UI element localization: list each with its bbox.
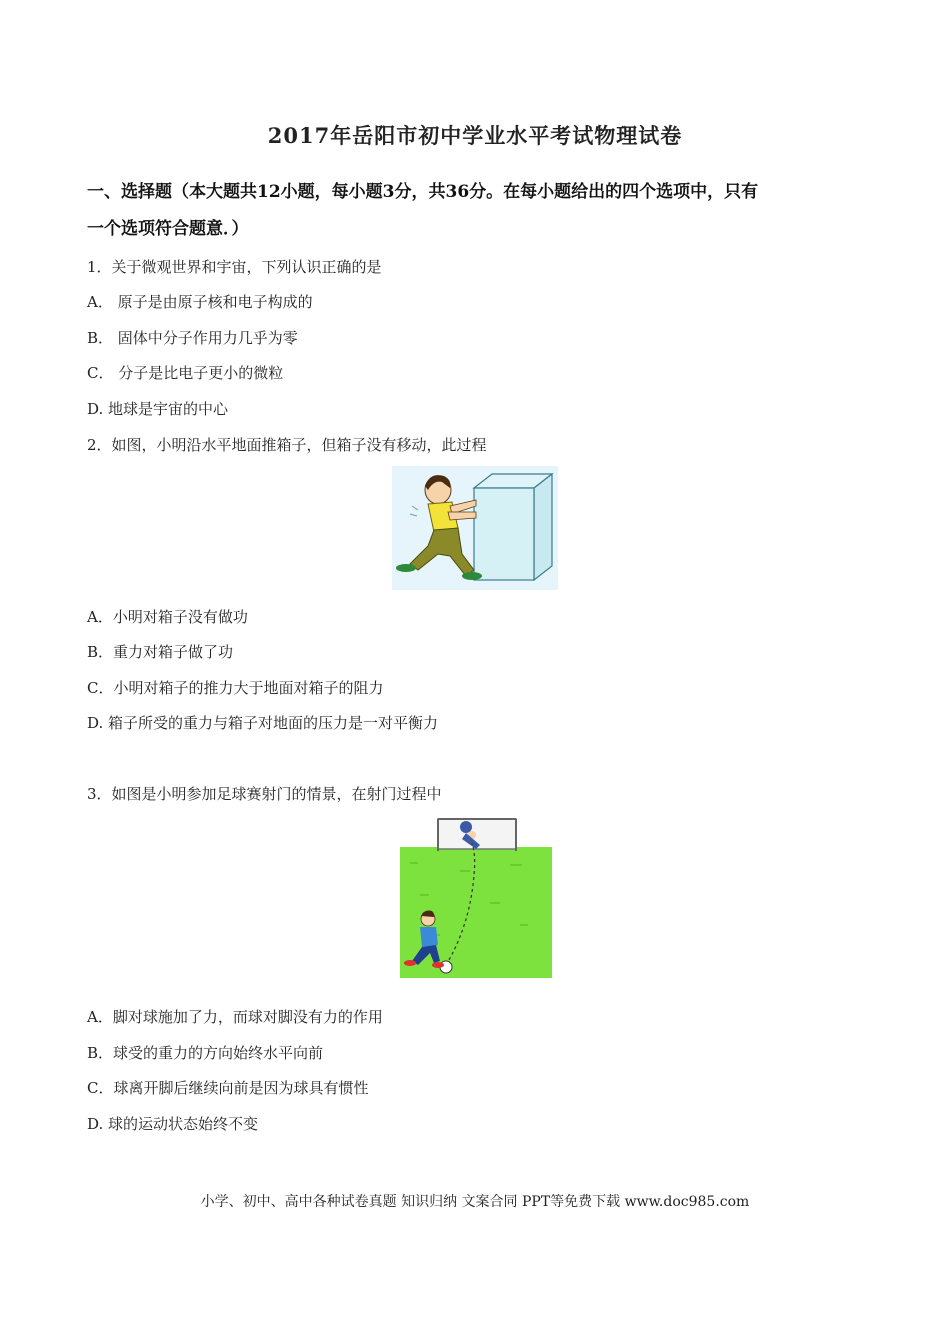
q3-option-b: B．球受的重力的方向始终水平向前 xyxy=(87,1044,324,1062)
q1-option-c: C． 分子是比电子更小的微粒 xyxy=(87,364,284,382)
q2-option-c: C．小明对箱子的推力大于地面对箱子的阻力 xyxy=(87,679,384,697)
q3-option-a: A．脚对球施加了力，而球对脚没有力的作用 xyxy=(87,1008,383,1026)
q2-option-d: D. 箱子所受的重力与箱子对地面的压力是一对平衡力 xyxy=(87,714,439,732)
q1-stem: 1．关于微观世界和宇宙，下列认识正确的是 xyxy=(87,258,382,276)
q2-option-b: B．重力对箱子做了功 xyxy=(87,643,234,661)
page-footer: 小学、初中、高中各种试卷真题 知识归纳 文案合同 PPT等免费下载 www.doc985.com xyxy=(200,1194,750,1210)
q3-option-d: D. 球的运动状态始终不变 xyxy=(87,1115,259,1133)
boy-pushing-box-illustration xyxy=(392,466,558,590)
soccer-shot-illustration xyxy=(400,815,552,978)
q3-option-c: C．球离开脚后继续向前是因为球具有惯性 xyxy=(87,1079,369,1097)
q3-stem: 3．如图是小明参加足球赛射门的情景，在射门过程中 xyxy=(87,785,442,803)
q1-option-a: A． 原子是由原子核和电子构成的 xyxy=(87,293,313,311)
q1-option-b: B． 固体中分子作用力几乎为零 xyxy=(87,329,298,347)
section-heading-line-2: 一个选项符合题意．） xyxy=(87,219,249,239)
q2-option-a: A．小明对箱子没有做功 xyxy=(87,608,248,626)
section-heading-line-1: 一、选择题（本大题共12小题，每小题3分，共36分。在每小题给出的四个选项中，只有 xyxy=(87,182,759,202)
exam-title: 2017年岳阳市初中学业水平考试物理试卷 xyxy=(267,123,683,148)
q2-stem: 2．如图，小明沿水平地面推箱子，但箱子没有移动，此过程 xyxy=(87,436,487,454)
q1-option-d: D. 地球是宇宙的中心 xyxy=(87,400,229,418)
